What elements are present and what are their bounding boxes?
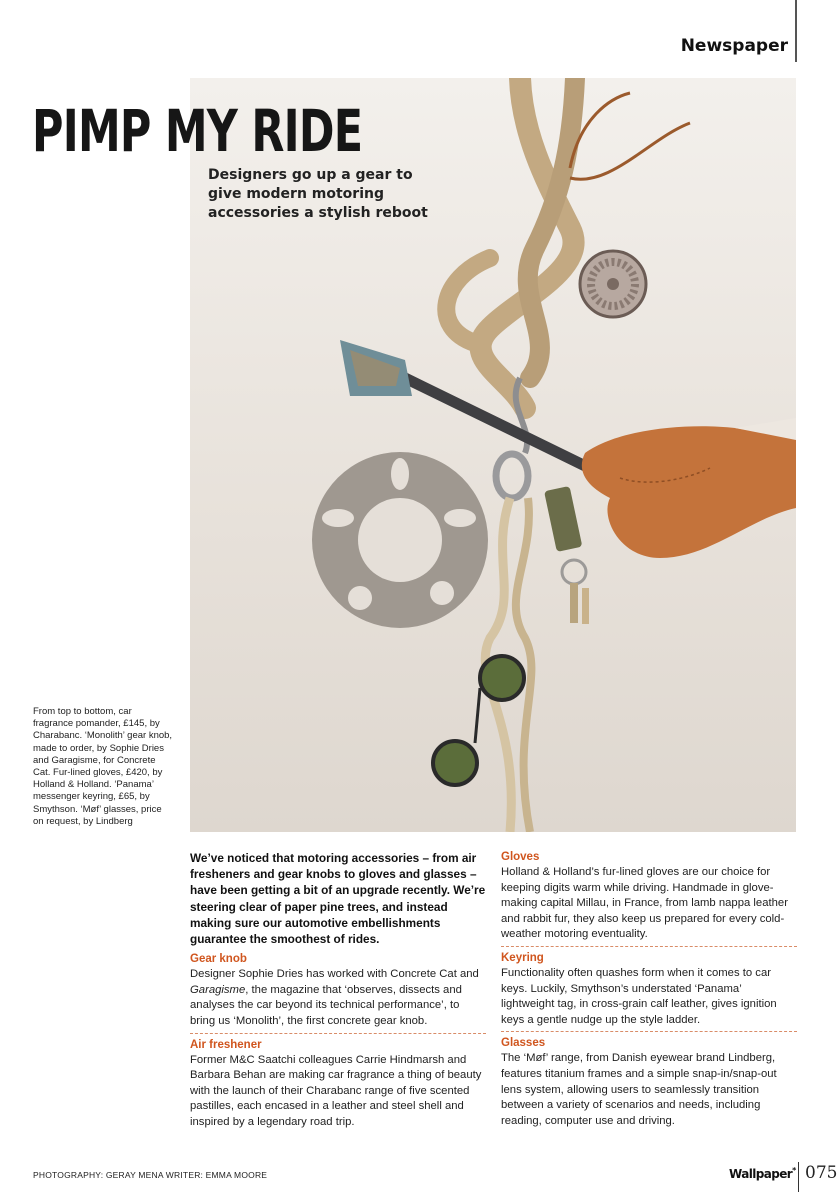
intro-paragraph: We’ve noticed that motoring accessories – from air fresheners and gear knobs to gloves and glasses – have been getting a bit of an upgrade recently. We’re steering clear of paper pine trees, and instead making sure our automotive embellishments guarantee the smoothest of rides. [190,851,486,947]
page-number: 075 [805,1163,838,1183]
glove [582,426,796,558]
brand-logo [729,1166,796,1181]
air-freshener-body: Former M&C Saatchi colleagues Carrie Hindmarsh and Barbara Behan are making car fragrance a thing of beauty with the launch of their Charabanc range of five scented pastilles, each encased in a leather and steel shell and inspired by a legendary road trip. [190,1053,482,1128]
section-air-freshener [190,1038,486,1131]
gear-knob-body-start: Designer Sophie Dries has worked with Concrete Cat and [190,968,479,981]
glasses-body: The ‘Møf’ range, from Danish eyewear brand Lindberg, features titanium frames and a simple snap-in/snap-out lens system, allowing users to seamlessly transition between a variety of scenarios and needs, including reading, computer use and driving. [501,1052,777,1127]
glasses-bridge [475,688,480,743]
keyring-body: Functionality often quashes form when it comes to car keys. Luckily, Smythson’s understated ‘Panama’ lightweight tag, in cross-grain calf leather, gives ignition keys a gentle nudge up the style ladder. [501,966,777,1026]
section-gloves [501,850,797,947]
key [570,583,578,623]
key-ring [562,560,586,584]
wheel-spacer-hole [358,498,442,582]
gloves-heading: Gloves [501,851,540,863]
headline: PIMP MY RIDE [32,97,363,165]
glasses-lens-bottom [433,741,477,785]
footer-rule [798,1162,799,1192]
glasses-heading: Glasses [501,1037,546,1050]
glasses-lens-top [480,656,524,700]
gear-knob-body-end: , the magazine that ‘observes, dissects and analyses the car beyond its technical performance’, to bring us ‘Monolith’, the first concrete gear knob. [190,983,462,1027]
keyring-heading: Keyring [501,951,544,964]
article-column-left [190,850,486,1131]
brand-mark: * [792,1166,796,1175]
photo-caption: From top to bottom, car fragrance pomander, £145, by Charabanc. ‘Monolith’ gear knob, made to order, by Sophie Dries and Garagisme, for Concrete Cat. Fur-lined gloves, £420, by Holland & Holland. ‘Panama’ messenger keyring, £65, by Smythson. ‘Møf’ glasses, price on request, by Lindberg [33,706,173,827]
keyring-tag [544,486,582,552]
section-glasses [501,1036,797,1129]
photo-credits: PHOTOGRAPHY: GERAY MENA WRITER: EMMA MOORE [33,1170,268,1180]
leather-cord-2 [570,123,690,179]
gear-knob-heading: Gear knob [190,953,247,966]
shackle [496,454,528,498]
brand-name: Wallpaper [729,1167,793,1181]
key-2 [582,588,589,624]
header-rule [795,0,797,62]
section-gear-knob [190,952,486,1033]
gloves-body: Holland & Holland’s fur-lined gloves are our choice for keeping digits warm while driving. Handmade in glove-making capital Millau, in France, from lamb nappa leather and rabbit fur, they also keep us prepared for every cold-weather motoring eventuality. [501,866,788,941]
section-keyring [501,951,797,1032]
article-column-right [501,850,797,1129]
section-label: Newspaper [680,36,788,56]
gear-knob-body-italic: Garagisme [190,983,246,996]
gear-knob-body [190,967,486,1029]
pomander-hub [607,278,619,290]
standfirst: Designers go up a gear to give modern motoring accessories a stylish reboot [208,167,428,221]
air-freshener-heading: Air freshener [190,1038,262,1051]
